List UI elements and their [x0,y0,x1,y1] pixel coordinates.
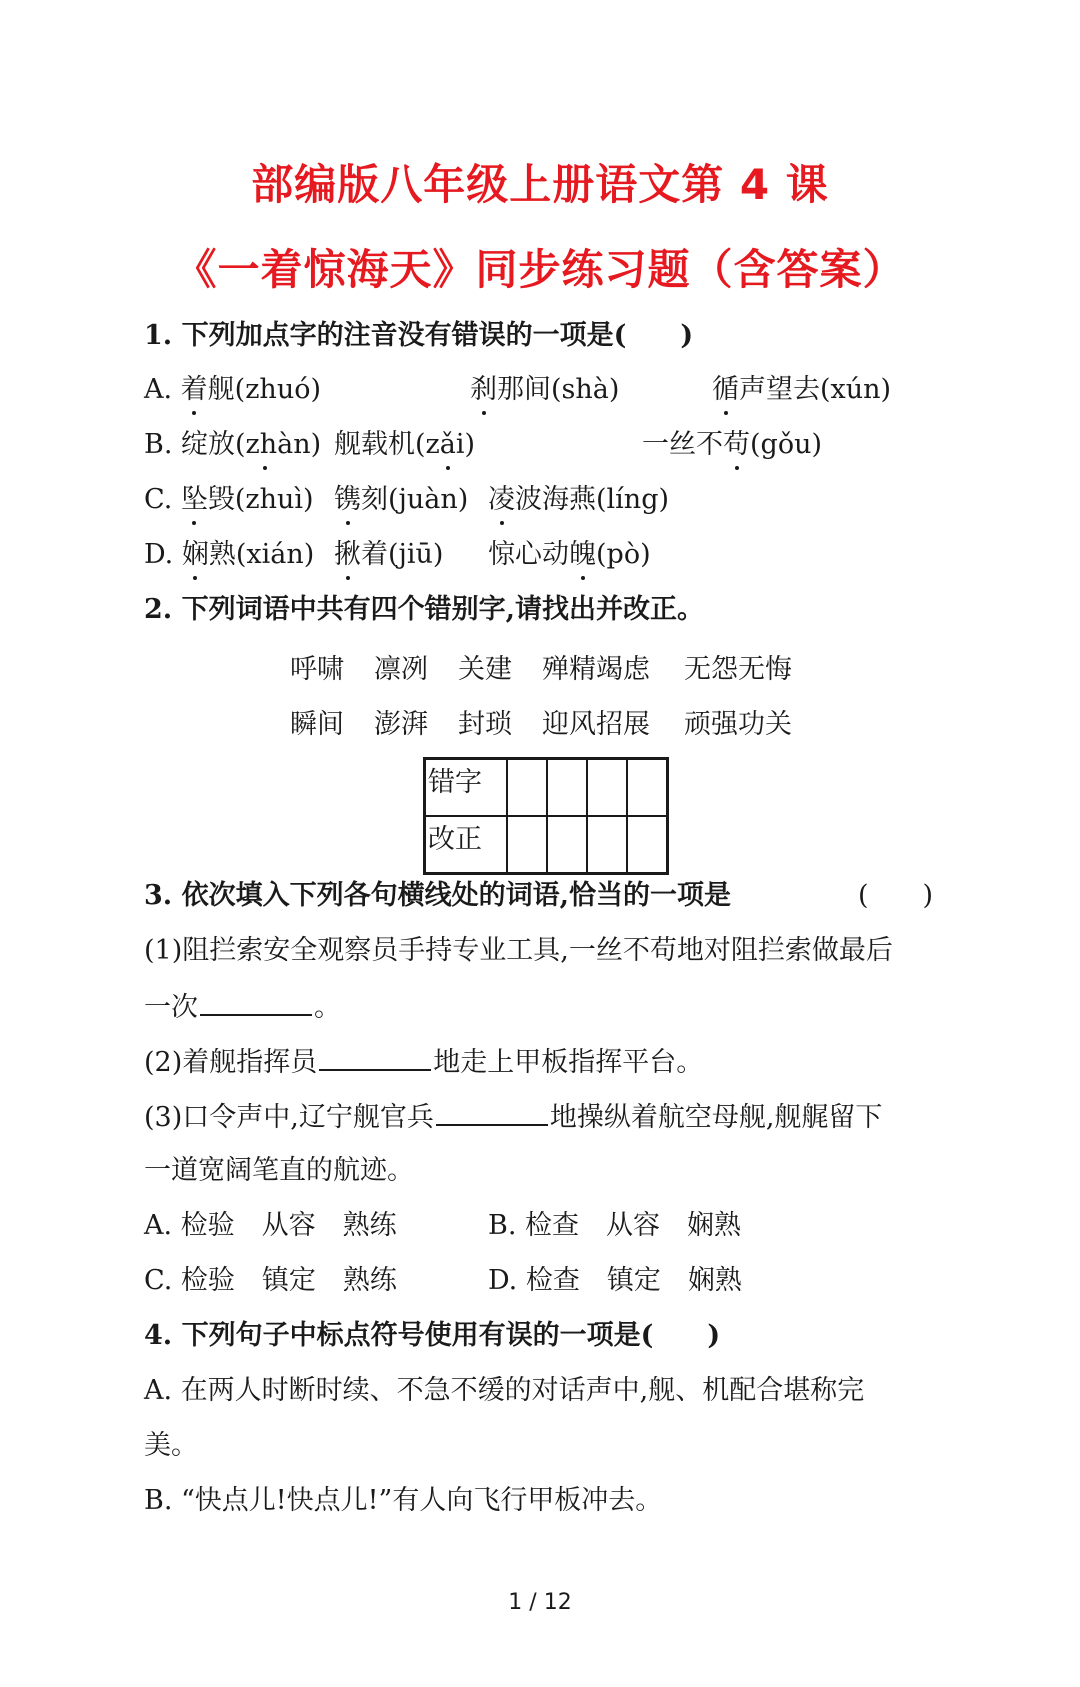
fill-blank-2[interactable] [319,1043,431,1071]
emphasis-dot-char: 苟 [723,427,750,463]
emphasis-dot-char: 镌 [334,482,361,518]
question-4-stem: 4. 下列句子中标点符号使用有误的一项是( ) [144,1320,721,1351]
question-3-sentence-1-cont: 一次 。 [144,988,341,1026]
question-3-sentence-3-cont: 一道宽阔笔直的航迹。 [144,1155,414,1186]
document-title-line-1: 部编版八年级上册语文第 4 课 [251,160,829,209]
fill-blank-3[interactable] [436,1098,548,1126]
question-3-sentence-2: (2)着舰指挥员 地走上甲板指挥平台。 [144,1043,703,1081]
emphasis-dot-char: 娴 [182,537,209,573]
question-2-stem: 2. 下列词语中共有四个错别字,请找出并改正。 [144,594,704,625]
question-3-sentence-1: (1)阻拦索安全观察员手持专业工具,一丝不苟地对阻拦索做最后 [144,935,893,966]
word-item: 呼啸 [290,654,344,685]
word-item: 瞬间 [290,709,344,740]
table-header-wrong-char: 错字 [425,759,508,817]
emphasis-dot-char: ǎ [440,427,456,463]
word-item: 殚精竭虑 [542,654,650,685]
question-3-option-a: A. 检验 从容 熟练 [144,1210,397,1241]
answer-cell[interactable] [587,759,627,817]
emphasis-dot-char: 揪 [334,537,361,573]
question-3-sentence-3: (3)口令声中,辽宁舰官兵 地操纵着航空母舰,舰艉留下 [144,1098,882,1136]
emphasis-dot-char: 凌 [488,482,515,518]
word-item: 顽强功关 [684,709,792,740]
fill-blank-1[interactable] [200,988,312,1016]
emphasis-dot-char: 放(zhàn) [208,427,321,463]
question-4-option-a-cont: 美。 [144,1430,198,1461]
emphasis-dot-char: 循 [712,372,739,408]
document-page: 部编版八年级上册语文第 4 课 《一着惊海天》同步练习题（含答案） 1. 下列加点字的注音没有错误的一项是( ) A. 着舰(zhuó) 刹那间(shà) 循声望去(xún) B. 绽放(zhàn) 舰载机(zǎi) 一丝不苟(gǒu) C. 坠毁(zhuì) 镌刻(juàn) 凌波海燕(líng) D. 娴熟(xián) 揪着(jiū) 惊心动魄(pò) 2. 下列词语中共有四个错别字,请找出并改正。 呼啸 凛冽 关建 殚精竭虑 无怨无悔 瞬间 澎湃 封琐 迎风招展 顽强功关 错字 改正 3. 依次填入下列各句横线处的词语,恰当的一项是 ( ) (1)阻拦索安全观察员手持专业工具,一丝不苟地对阻拦索做最后 一次 。 (2)着舰指挥员 地走上甲板指挥平台。 (3)口令声中,辽宁舰官兵 地操纵着航空母舰,舰艉留下 一道宽阔笔直的航迹。 A. 检验 从容 熟练 B. 检查 从容 娴熟 C. 检验 镇定 熟练 D. 检查 镇定 娴熟 4. 下列句子中标点符号使用有误的一项是( ) A. 在两人时断时续、不急不缓的对话声中,舰、机配合堪称完 美。 B. “快点儿!快点儿!”有人向飞行甲板冲去。 1 / 12 [0,0,1080,1687]
answer-cell[interactable] [507,816,547,874]
page-number: 1 / 12 [508,1590,572,1615]
answer-cell[interactable] [547,816,587,874]
word-item: 封琐 [458,709,512,740]
question-3-option-d: D. 检查 镇定 娴熟 [488,1265,742,1296]
question-3-stem: 3. 依次填入下列各句横线处的词语,恰当的一项是 [144,880,731,911]
question-3-option-b: B. 检查 从容 娴熟 [488,1210,742,1241]
question-4-option-b: B. “快点儿!快点儿!”有人向飞行甲板冲去。 [144,1485,663,1516]
question-1-stem: 1. 下列加点字的注音没有错误的一项是( ) [144,320,694,351]
word-item: 凛冽 [374,654,428,685]
emphasis-dot-char: 刹 [470,372,497,408]
answer-cell[interactable] [587,816,627,874]
question-4-option-a: A. 在两人时断时续、不急不缓的对话声中,舰、机配合堪称完 [144,1375,865,1406]
document-title-line-2: 《一着惊海天》同步练习题（含答案） [174,245,906,294]
answer-cell[interactable] [627,759,668,817]
word-item: 关建 [458,654,512,685]
question-3-answer-paren: ( ) [858,880,934,911]
word-item: 无怨无悔 [684,654,792,685]
emphasis-dot-char: 坠 [181,482,208,518]
table-header-correction: 改正 [425,816,508,874]
word-item: 澎湃 [374,709,428,740]
answer-cell[interactable] [507,759,547,817]
answer-cell[interactable] [627,816,668,874]
emphasis-dot-char: 着 [181,372,208,408]
answer-cell[interactable] [547,759,587,817]
correction-table [423,757,669,875]
emphasis-dot-char: 魄 [569,537,596,573]
question-3-option-c: C. 检验 镇定 熟练 [144,1265,397,1296]
word-item: 迎风招展 [542,709,650,740]
